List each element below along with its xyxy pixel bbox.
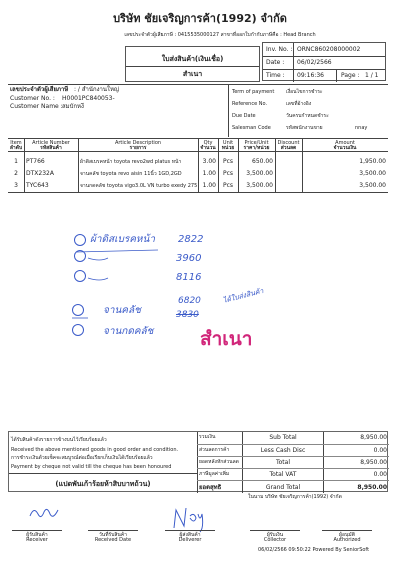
sig-authorized-th: ผู้อนุมัติ: [339, 532, 355, 538]
th-item: Item: [10, 140, 22, 146]
th-code: Article Number: [32, 140, 70, 146]
vat-row: [197, 468, 389, 478]
row-item: 1: [14, 158, 18, 165]
subtotal-value: 8,950.00: [360, 434, 387, 441]
circled-two-three-icons: [70, 248, 110, 286]
customer-no-value: H0001PC840053-: [62, 95, 115, 102]
footer-note-th2: การชำระเงินด้วยเช็คจะสมบูรณ์ต่อเมื่อเรียกเก็บเงินได้เรียบร้อยแล้ว: [11, 455, 153, 461]
amount-in-words: (แปดพันเก้าร้อยห้าสิบบาทถ้วน): [55, 480, 151, 488]
total-row: [197, 456, 389, 466]
vat-value: 0.00: [373, 471, 387, 478]
row-amount: 3,500.00: [359, 182, 386, 189]
footer-note-en2: Payment by cheque not valid till the cheque has been honoured: [11, 464, 172, 470]
salesman-value: nnay: [355, 125, 368, 131]
handwritten-number-4: 6820: [178, 296, 201, 306]
handwritten-item-2: จานคลัช: [103, 305, 141, 316]
date-value: 06/02/2566: [297, 59, 332, 66]
due-date-value: วันครบกำหนดชำระ: [286, 113, 329, 119]
row-price: 3,500.00: [246, 170, 273, 177]
customer-tax-label: เลขประจำตัวผู้เสียภาษี: [10, 86, 69, 93]
footer-note-th: ได้รับสินค้าดังรายการข้างบนไว้เรียบร้อยแล้ว: [11, 437, 107, 443]
handwritten-number-3: 8116: [176, 272, 202, 283]
customer-tax-value: : / สำนักงานใหญ่: [74, 86, 120, 93]
row-item: 3: [14, 182, 18, 189]
time-label: Time :: [266, 72, 285, 79]
th-qty: Qty: [203, 140, 213, 146]
company-tax-line: เลขประจำตัวผู้เสียภาษี : 0415535000127 สาขาที่ออกใบกำกับภาษีคือ : Head Branch: [124, 32, 316, 38]
customer-name-value: สมบักหงี: [62, 103, 84, 110]
row-amount: 3,500.00: [359, 170, 386, 177]
row-qty: 3.00: [202, 158, 216, 165]
sig-collector-en: Collector: [263, 537, 287, 543]
subtotal-row: [197, 432, 389, 442]
th-amount-th: จำนวนเงิน: [333, 145, 357, 151]
th-price: Price/Unit: [244, 140, 269, 146]
row-amount: 1,950.00: [359, 158, 386, 165]
row-unit: Pcs: [222, 182, 234, 189]
row-qty: 1.00: [202, 170, 216, 177]
handwritten-number-5: 3830: [176, 310, 199, 320]
footer-note-en: Received the above mentioned goods in good order and condition.: [11, 447, 179, 453]
salesman-label: Salesman Code: [232, 125, 271, 131]
row-price: 650.00: [252, 158, 273, 165]
total-value: 8,950.00: [360, 459, 387, 466]
term-payment-value: เงื่อนไขการชำระ: [286, 89, 323, 95]
th-discount: Discount: [277, 140, 300, 146]
total-th: ยอดหลังหักส่วนลด: [199, 459, 239, 465]
time-value: 09:16:36: [297, 72, 324, 79]
sig-receiver-th: ผู้รับสินค้า: [26, 532, 48, 538]
grand-total-label: Grand Total: [265, 484, 301, 491]
document-title: ใบส่งสินค้า(เงินเชื่อ): [161, 55, 224, 63]
document-info-box: [262, 42, 386, 81]
document-copy-label: สำเนา: [182, 70, 203, 78]
sig-deliverer-en: Deliverer: [178, 537, 202, 543]
row-desc: ผ้าดิสเบรคหน้า toyota revo2wd platus หน้า: [80, 159, 182, 165]
row-code: PT766: [26, 158, 45, 165]
sig-authorized-en: Authorized: [333, 537, 361, 543]
th-code-th: รหัสสินค้า: [40, 145, 62, 151]
row-item: 2: [14, 170, 18, 177]
customer-name-label: Customer Name :: [10, 103, 63, 110]
receiver-signature: [28, 504, 60, 524]
th-item-th: ลำดับ: [9, 145, 23, 151]
th-unit: Unit: [222, 140, 234, 146]
row-desc: จานกดคลัช toyota vigo3.0L VN turbo exedy 275: [80, 183, 198, 189]
date-label: Date :: [266, 59, 285, 66]
grand-total-th: ยอดสุทธิ: [199, 484, 222, 491]
document-title-box: [125, 46, 260, 82]
row-unit: Pcs: [222, 170, 234, 177]
copy-stamp: สำเนา: [200, 328, 253, 350]
sig-collector-th: ผู้รับเงิน: [266, 532, 284, 538]
sig-received-date-en: Received Date: [94, 537, 132, 543]
reference-value: เลขที่อ้างอิง: [286, 101, 312, 107]
subtotal-th: รวมเงิน: [199, 434, 216, 440]
th-price-th: ราคา/หน่วย: [243, 145, 270, 151]
summary-box: [8, 431, 388, 492]
handwritten-side-note: ได้ใบส่งสินค้า: [222, 286, 265, 305]
row-code: TYC643: [26, 182, 49, 189]
th-qty-th: จำนวน: [200, 145, 216, 151]
handwritten-number-2: 3960: [176, 253, 202, 264]
th-desc-th: รายการ: [129, 145, 147, 151]
total-label: Total: [275, 459, 290, 466]
handwritten-item-1: ผ้าดิสเบรคหน้า: [90, 234, 155, 245]
row-code: DTX232A: [26, 170, 54, 177]
row-price: 3,500.00: [246, 182, 273, 189]
th-amount: Amount: [335, 140, 355, 146]
sig-deliverer-th: ผู้ส่งสินค้า: [179, 532, 201, 538]
row-qty: 1.00: [202, 182, 216, 189]
customer-no-label: Customer No. :: [10, 95, 55, 102]
due-date-label: Due Date: [232, 113, 256, 119]
print-stamp: 06/02/2566 09:50:22 Powered By SeniorSoft: [258, 547, 370, 553]
on-behalf-text: ในนาม บริษัท ชัยเจริญการค้า(1992) จำกัด: [248, 494, 342, 500]
vat-label: Total VAT: [269, 471, 297, 478]
page-label: Page :: [341, 72, 360, 79]
cash-discount-label: Less Cash Disc: [260, 447, 306, 454]
cash-discount-row: [197, 444, 389, 454]
inv-no-label: Inv. No. :: [266, 46, 293, 53]
th-desc: Article Description: [114, 140, 162, 146]
inv-no-value: ORNC860208000002: [297, 46, 361, 53]
row-desc: จานคลัช toyota revo aisin 11นิ้ว 1GD,2GD: [80, 171, 182, 177]
th-unit-th: หน่วย: [221, 145, 235, 151]
cash-discount-th: ส่วนลดการค้า: [199, 447, 230, 453]
salesman-th: รหัสพนักงานขาย: [286, 125, 323, 131]
handwritten-item-3: จานกดคลัช: [103, 326, 154, 337]
page-value: 1 / 1: [365, 72, 379, 79]
handwritten-number-1: 2822: [178, 234, 204, 245]
cash-discount-value: 0.00: [373, 447, 387, 454]
vat-th: ภาษีมูลค่าเพิ่ม: [199, 471, 230, 477]
sig-received-date-th: วันที่รับสินค้า: [98, 532, 127, 538]
row-unit: Pcs: [222, 158, 234, 165]
th-discount-th: ส่วนลด: [280, 145, 297, 151]
reference-label: Reference No.: [232, 101, 268, 107]
sig-receiver-en: Receiver: [26, 537, 48, 543]
term-payment-label: Term of payment: [232, 89, 275, 95]
subtotal-label: Sub Total: [269, 434, 297, 441]
grand-total-value: 8,950.00: [357, 484, 387, 491]
circled-two-three-icons-lower: [68, 298, 98, 342]
grand-total-row: [197, 480, 389, 493]
company-name: บริษัท ชัยเจริญการค้า(1992) จำกัด: [113, 12, 287, 25]
